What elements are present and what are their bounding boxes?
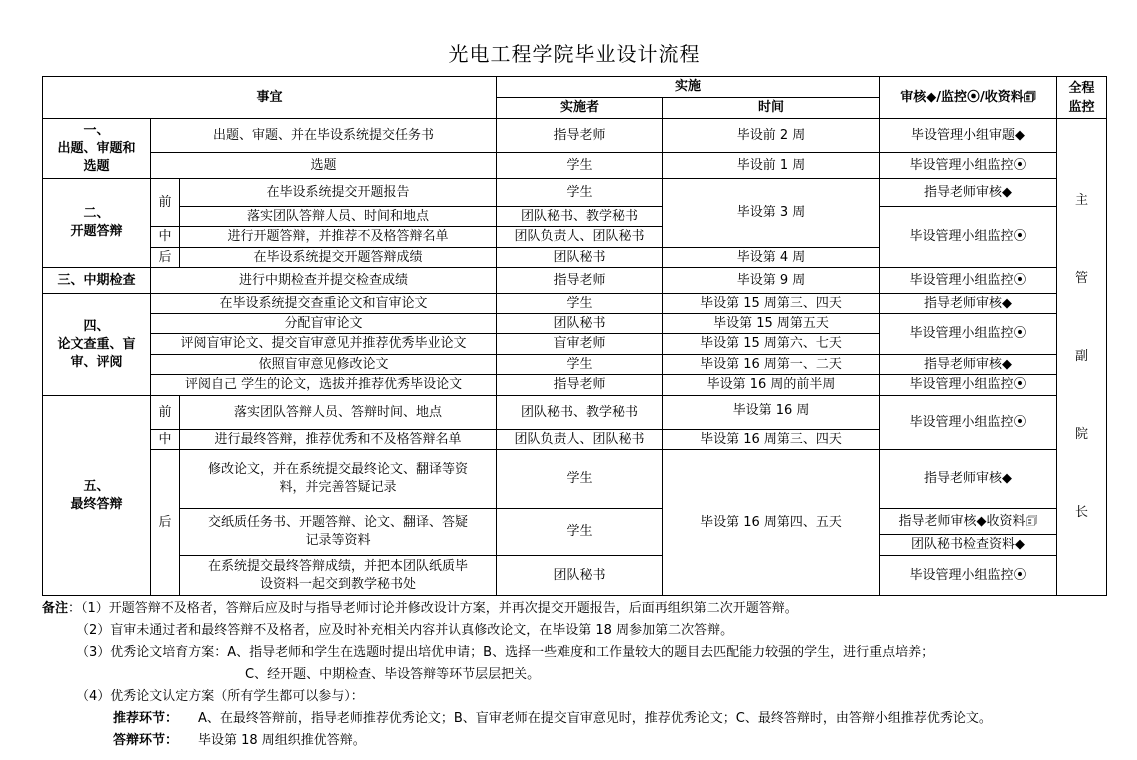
audit-cell: 毕设管理小组监控⦿ (880, 153, 1057, 179)
audit-cell: 毕设管理小组监控⦿ (880, 396, 1057, 450)
page-title: 光电工程学院毕业设计流程 (448, 42, 701, 66)
note-text: C、经开题、中期检查、毕设答辩等环节层层把关。 (245, 667, 541, 682)
phase-after: 后 (151, 450, 180, 596)
task-cell: 交纸质任务书、开题答辩、论文、翻译、答疑 记录等资料 (180, 509, 497, 556)
phase-before: 前 (151, 179, 180, 227)
implementer-cell: 团队秘书 (497, 556, 663, 596)
task-cell: 在系统提交最终答辩成绩，并把本团队纸质毕 设资料一起交到教学秘书处 (180, 556, 497, 596)
audit-cell: 指导老师审核◆ (880, 179, 1057, 207)
audit-cell: 指导老师审核◆ (880, 450, 1057, 509)
defense-text: 毕设第 18 周组织推优答辩。 (198, 733, 366, 748)
implementer-cell: 团队秘书、教学秘书 (497, 207, 663, 227)
time-cell: 毕设第 16 周 (663, 396, 880, 430)
task-cell: 选题 (151, 153, 497, 179)
defense-label: 答辩环节： (113, 733, 179, 748)
time-cell: 毕设第 16 周第四、五天 (663, 450, 880, 596)
task-cell: 在毕设系统提交查重论文和盲审论文 (151, 294, 497, 314)
note-line-3b (42, 664, 1122, 686)
time-cell: 毕设第 15 周第三、四天 (663, 294, 880, 314)
header-implementer: 实施者 (497, 98, 663, 119)
time-cell: 毕设第 4 周 (663, 248, 880, 268)
audit-cell: 毕设管理小组监控⦿ (880, 375, 1057, 396)
audit-cell: 指导老师审核◆ (880, 355, 1057, 375)
audit-cell: 毕设管理小组监控⦿ (880, 314, 1057, 355)
implementer-cell: 盲审老师 (497, 334, 663, 355)
implementer-cell: 学生 (497, 153, 663, 179)
task-cell: 出题、审题、并在毕设系统提交任务书 (151, 119, 497, 153)
implementer-cell: 学生 (497, 450, 663, 509)
header-audit: 审核◆/监控⦿/收资料🗊 (880, 77, 1057, 119)
overall-char: 管 (1075, 271, 1089, 286)
header-matter: 事宜 (43, 77, 497, 119)
implementer-cell: 学生 (497, 509, 663, 556)
note-line-2 (42, 620, 1122, 642)
audit-cell: 毕设管理小组监控⦿ (880, 268, 1057, 294)
time-cell: 毕设第 16 周第一、二天 (663, 355, 880, 375)
audit-cell: 指导老师审核◆收资料🗊 (880, 509, 1057, 535)
time-cell: 毕设第 15 周第六、七天 (663, 334, 880, 355)
notes (42, 598, 1122, 752)
overall-char: 院 (1075, 427, 1089, 442)
section-4: 四、 论文查重、盲 审、评阅 (43, 294, 151, 396)
header-time: 时间 (663, 98, 880, 119)
overall-char: 主 (1075, 193, 1089, 208)
section-3: 三、中期检查 (43, 268, 151, 294)
overall-monitor (1057, 119, 1107, 596)
note-text: ：（1）开题答辩不及格者，答辩后应及时与指导老师讨论并修改设计方案，并再次提交开题报告，后面再组织第二次开题答辩。 (68, 601, 798, 616)
phase-middle: 中 (151, 227, 180, 248)
section-1: 一、 出题、审题和 选题 (43, 119, 151, 179)
task-cell: 评阅盲审论文、提交盲审意见并推荐优秀毕业论文 (151, 334, 497, 355)
note-line-1 (42, 598, 1122, 620)
audit-cell: 团队秘书检查资料◆ (880, 535, 1057, 556)
header-overall: 全程 监控 (1057, 77, 1107, 119)
implementer-cell: 指导老师 (497, 119, 663, 153)
note-line-3 (42, 642, 1122, 664)
recommend-text: A、在最终答辩前，指导老师推荐优秀论文；B、盲审老师在提交盲审意见时，推荐优秀论文；C、最终答辩时，由答辩小组推荐优秀论文。 (198, 711, 992, 726)
task-cell: 进行开题答辩，并推荐不及格答辩名单 (180, 227, 497, 248)
audit-cell: 毕设管理小组审题◆ (880, 119, 1057, 153)
task-cell: 在毕设系统提交开题报告 (180, 179, 497, 207)
implementer-cell: 团队负责人、团队秘书 (497, 430, 663, 450)
time-cell: 毕设前 1 周 (663, 153, 880, 179)
task-cell: 进行最终答辩，推荐优秀和不及格答辩名单 (180, 430, 497, 450)
task-cell: 依照盲审意见修改论文 (151, 355, 497, 375)
implementer-cell: 学生 (497, 179, 663, 207)
implementer-cell: 学生 (497, 355, 663, 375)
note-text: （2）盲审未通过者和最终答辩不及格者，应及时补充相关内容并认真修改论文，在毕设第 18 周参加第二次答辩。 (76, 623, 734, 638)
header-implement: 实施 (497, 77, 880, 98)
implementer-cell: 团队秘书 (497, 248, 663, 268)
audit-cell: 毕设管理小组监控⦿ (880, 207, 1057, 268)
implementer-cell: 团队秘书、教学秘书 (497, 396, 663, 430)
time-cell: 毕设第 15 周第五天 (663, 314, 880, 334)
note-text: （3）优秀论文培育方案：A、指导老师和学生在选题时提出培优申请；B、选择一些难度和工作量较大的题目去匹配能力较强的学生，进行重点培养； (76, 645, 935, 660)
overall-char: 副 (1075, 349, 1089, 364)
note-defense (42, 730, 1122, 752)
implementer-cell: 团队秘书 (497, 314, 663, 334)
time-cell: 毕设第 9 周 (663, 268, 880, 294)
notes-label: 备注 (42, 601, 69, 616)
task-cell: 评阅自己 学生的论文，选拔并推荐优秀毕设论文 (151, 375, 497, 396)
phase-before: 前 (151, 396, 180, 430)
implementer-cell: 指导老师 (497, 375, 663, 396)
section-5: 五、 最终答辩 (43, 396, 151, 596)
implementer-cell: 指导老师 (497, 268, 663, 294)
implementer-cell: 学生 (497, 294, 663, 314)
process-table (42, 76, 1107, 596)
phase-after: 后 (151, 248, 180, 268)
time-cell: 毕设第 3 周 (663, 179, 880, 248)
audit-cell: 毕设管理小组监控⦿ (880, 556, 1057, 596)
note-line-4 (42, 686, 1122, 708)
task-cell: 落实团队答辩人员、时间和地点 (180, 207, 497, 227)
recommend-label: 推荐环节： (113, 711, 179, 726)
task-cell: 落实团队答辩人员、答辩时间、地点 (180, 396, 497, 430)
time-cell: 毕设第 16 周第三、四天 (663, 430, 880, 450)
overall-char: 长 (1075, 505, 1089, 520)
task-cell: 分配盲审论文 (151, 314, 497, 334)
task-cell: 进行中期检查并提交检查成绩 (151, 268, 497, 294)
task-cell: 在毕设系统提交开题答辩成绩 (180, 248, 497, 268)
note-recommend (42, 708, 1122, 730)
task-cell: 修改论文，并在系统提交最终论文、翻译等资 料，并完善答疑记录 (180, 450, 497, 509)
section-2: 二、 开题答辩 (43, 179, 151, 268)
time-cell: 毕设第 16 周的前半周 (663, 375, 880, 396)
implementer-cell: 团队负责人、团队秘书 (497, 227, 663, 248)
note-text: （4）优秀论文认定方案（所有学生都可以参与）： (76, 689, 364, 704)
time-cell: 毕设前 2 周 (663, 119, 880, 153)
phase-middle: 中 (151, 430, 180, 450)
audit-cell: 指导老师审核◆ (880, 294, 1057, 314)
